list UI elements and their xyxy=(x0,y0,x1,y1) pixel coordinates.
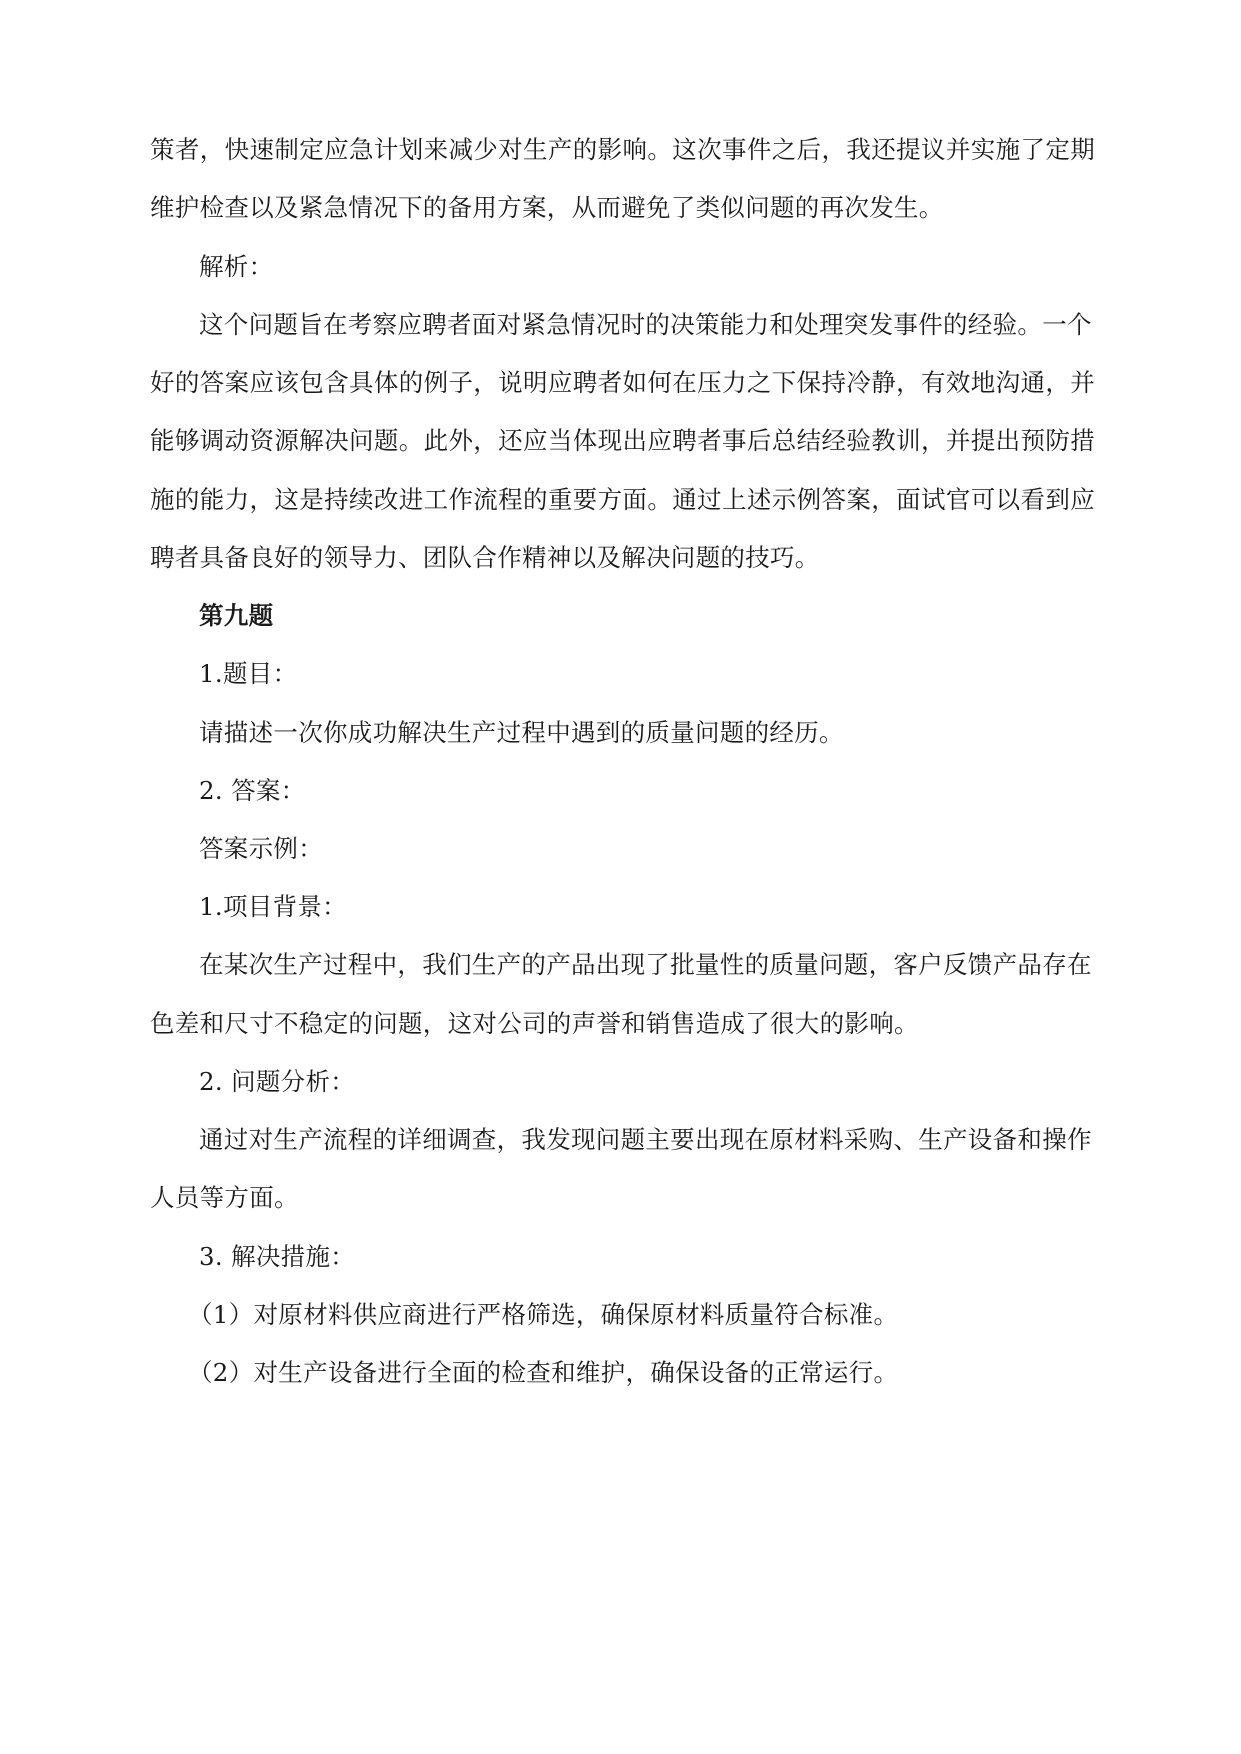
paragraph-line: 这个问题旨在考察应聘者面对紧急情况时的决策能力和处理突发事件的经验。一个 xyxy=(199,310,1092,339)
measures-label: 3. 解决措施： xyxy=(199,1242,356,1271)
paragraph-line: 维护检查以及紧急情况下的备用方案，从而避免了类似问题的再次发生。 xyxy=(150,193,944,222)
answer-example-label: 答案示例： xyxy=(199,834,323,863)
measure-item: （1）对原材料供应商进行严格筛选，确保原材料质量符合标准。 xyxy=(188,1300,899,1329)
paragraph-line: 施的能力，这是持续改进工作流程的重要方面。通过上述示例答案，面试官可以看到应 xyxy=(150,485,1095,514)
answer-label: 2. 答案： xyxy=(199,776,306,805)
paragraph-line: 能够调动资源解决问题。此外，还应当体现出应聘者事后总结经验教训，并提出预防措 xyxy=(150,426,1095,455)
analysis-label: 解析： xyxy=(199,252,274,281)
paragraph-line: 策者，快速制定应急计划来减少对生产的影响。这次事件之后，我还提议并实施了定期 xyxy=(150,135,1095,164)
paragraph-line: 在某次生产过程中，我们生产的产品出现了批量性的质量问题，客户反馈产品存在 xyxy=(199,950,1092,979)
paragraph-line: 人员等方面。 xyxy=(150,1183,299,1212)
paragraph-line: 通过对生产流程的详细调查，我发现问题主要出现在原材料采购、生产设备和操作 xyxy=(199,1125,1092,1154)
paragraph-line: 聘者具备良好的领导力、团队合作精神以及解决问题的技巧。 xyxy=(150,543,820,572)
paragraph-line: 色差和尺寸不稳定的问题，这对公司的声誉和销售造成了很大的影响。 xyxy=(150,1009,919,1038)
problem-label: 2. 问题分析： xyxy=(199,1067,356,1096)
topic-text: 请描述一次你成功解决生产过程中遇到的质量问题的经历。 xyxy=(199,718,844,747)
topic-label: 1.题目： xyxy=(199,659,298,688)
background-label: 1.项目背景： xyxy=(199,892,347,921)
question-heading: 第九题 xyxy=(199,601,274,630)
paragraph-line: 好的答案应该包含具体的例子，说明应聘者如何在压力之下保持冷静，有效地沟通，并 xyxy=(150,368,1095,397)
measure-item: （2）对生产设备进行全面的检查和维护，确保设备的正常运行。 xyxy=(188,1358,899,1387)
